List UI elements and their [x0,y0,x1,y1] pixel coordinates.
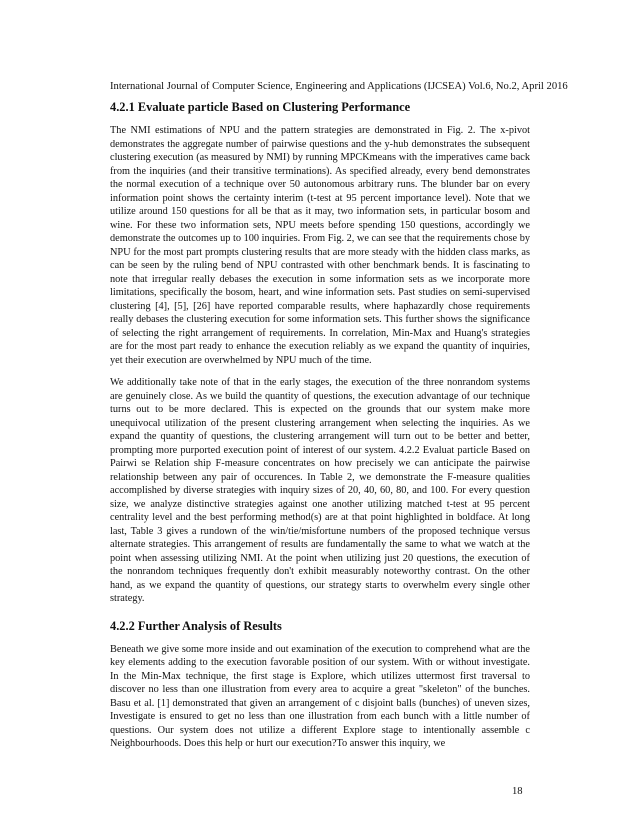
section-heading-4-2-2: 4.2.2 Further Analysis of Results [110,618,282,633]
body-paragraph: Beneath we give some more inside and out examination of the execution to comprehend what are the key elements adding to the execution favorable position of our system. With or without investigate. In the Min-Max technique, the first stage is Explore, which utilizes uttermost first traversal to discover no less than one illustration from every area to acquire a great "skeleton" of the bunches. Basu et al. [1] demonstrated that given an arrangement of c disjoint balls (bunches) of uneven sizes, Investigate is ensured to get no less than one illustration from each bunch with a little number of questions. Our system does not utilize a different Explore stage to intentionally assemble c Neighbourhoods. Does this help or hurt our execution?To answer this inquiry, we [110,643,530,749]
main-content [110,99,530,751]
body-paragraph: We additionally take note of that in the early stages, the execution of the three nonrandom systems are genuinely close. As we build the quantity of questions, the execution advantage of our technique turns out to be more declared. This is expected on the grounds that our system make more unequivocal utilization of the present clustering arrangement when selecting the inquiries. As we expand the quantity of questions, the clustering arrangement will turn out to be better and better, prompting more purported execution point of interest of our system. 4.2.2 Evaluat particle Based on Pairwi se Relation ship F-measure concentrates on how precisely we can anticipate the pairwise relationship between any pair of occurences. In Table 2, we demonstrate the F-measure qualities accomplished by diverse strategies with inquiry sizes of 20, 40, 60, 80, and 100. For every question size, we analyze distinctive strategies against one another utilizing matched t-test at 95 percent centrality level and the best performing method(s) are at that point highlighted in boldface. At long last, Table 3 gives a rundown of the win/tie/misfortune numbers of the proposed technique versus alternate strategies. This arrangement of results are fundamentally the same to what we watch at the point when assessing utilizing NMI. At the point when utilizing just 20 questions, the execution of the nonrandom techniques frequently don't exhibit measurably noteworthy contrast. On the other hand, as we expand the quantity of questions, our strategy starts to overwhelm every single other strategy. [110,377,530,604]
page-number: 18 [512,786,523,797]
body-paragraph: The NMI estimations of NPU and the pattern strategies are demonstrated in Fig. 2. The x-pivot demonstrates the aggregate number of pairwise questions and the y-hub demonstrates the subsequent clustering execution (as measured by NMI) by running MPCKmeans with the imperatives came back from the inquiries (and their transitive terminations). As specified already, every bend demonstrates the normal execution of a technique over 50 autonomous arbitrary runs. The blunder bar on every information point shows the certainty interim (t-test at 95 percent importance level). Note that we utilize around 150 questions for all be that as it may, two information sets, in particular bosom and wine. For these two information sets, NPU meets before spending 150 questions, accordingly we demonstrate the outcomes up to 100 inquiries. From Fig. 2, we can see that the requirements chose by NPU for the most part prompts clustering results that are more steady with the hidden class marks, as can be seen by the ruling bend of NPU contrasted with other benchmark bends. It is fascinating to note that irregular really debases the execution in some information sets as we incorporate more limitations, specifically the bosom, heart, and wine information sets. Past studies on semi-supervised clustering [4], [5], [26] have reported comparable results, where haphazardly chose requirements really debases the clustering execution for some information sets. This further shows the significance of selecting the right arrangement of requirements. In correlation, Min-Max and Huang's strategies are for the most part ready to enhance the execution reliably as we expand the quantity of inquiries, yet their execution are overwhelmed by NPU much of the time. [110,125,530,366]
running-header: International Journal of Computer Science, Engineering and Applications (IJCSEA) Vol.6, No.2, April 2016 [110,81,568,92]
section-heading-4-2-1: 4.2.1 Evaluate particle Based on Clustering Performance [110,100,411,114]
